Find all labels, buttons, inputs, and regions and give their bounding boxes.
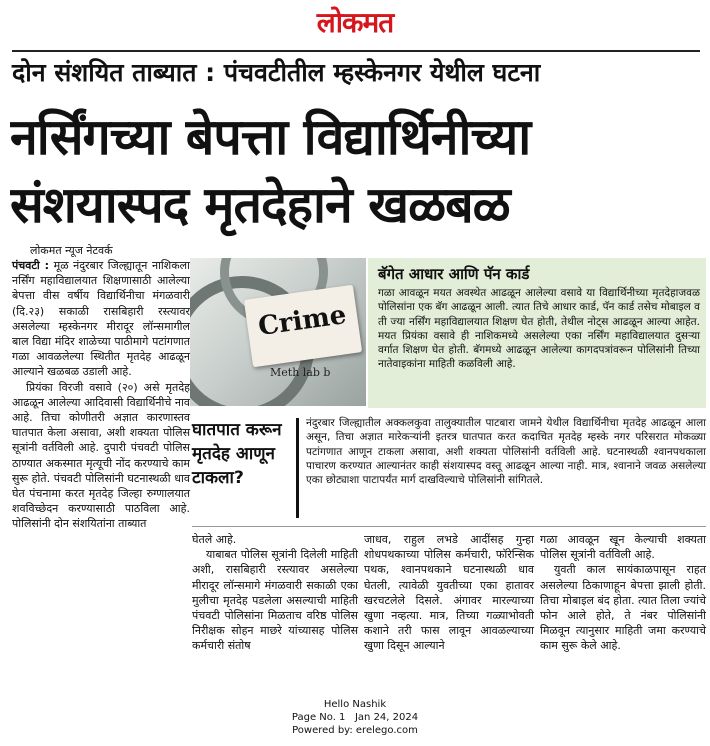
lokmat-logo[interactable]: लोकमत	[316, 6, 394, 39]
ghatpat-divider	[296, 418, 299, 518]
kicker-headline: दोन संशयित ताब्यात : पंचवटीतील म्हस्केनगर येथील घटना	[12, 58, 541, 87]
masthead	[0, 6, 710, 40]
crime-card-text: Crime	[256, 300, 349, 343]
main-headline-line-1: नर्सिंगच्या बेपत्ता विद्यार्थिनीच्या	[10, 108, 531, 166]
article-column-1	[12, 258, 190, 532]
sidebar-box-body: गळा आवळून मयत अवस्थेत आढळून आलेल्या वसावे या विद्यार्थिनीच्या मृतदेहाजवळ पोलिसांना एक बॅग आढळून आली. त्यात तिचे आधार कार्ड, पॅन कार्ड तसेच मोबाइल व ती ज्या नर्सिंग महाविद्यालयात शिक्षण घेत होती, तेथील नोट्स आढळून आल्या आहेत. मयत प्रियंका वसावे ही नाशिकमध्ये असलेल्या एका नर्सिंग महाविद्यालयात दुसऱ्या वर्गात शिक्षण घेत होती. बॅगमध्ये आढळून आलेल्या कागदपत्रांवरून पोलिसांनी तिच्या नातेवाइकांना माहिती कळविली आहे.	[378, 287, 700, 371]
footer-date: Jan 24, 2024	[354, 712, 419, 723]
col3-paragraph-1: जाधव, राहुल लभडे आदींसह गुन्हा शोधपथकाच्या पोलिस कर्मचारी, फॉरेन्सिक पथक, श्वानपथकाने घटनास्थळी धाव घेतली, त्यावेळी युवतीच्या एका हातावर खरचटलेले दिसले. अंगावर मारल्याच्या खुणा नव्हत्या. मात्र, तिच्या गळ्याभोवती कशाने तरी फास लावून आवळल्याच्या खुणा दिसून आल्याने	[364, 533, 534, 653]
sidebar-box-title: बॅगेत आधार आणि पॅन कार्ड	[378, 265, 530, 283]
crime-photo	[190, 258, 366, 406]
col2-paragraph-1: घेतले आहे.	[192, 533, 237, 546]
byline: लोकमत न्यूज नेटवर्क	[30, 244, 113, 257]
col4-paragraph-2: युवती काल सायंकाळपासून राहत असलेल्या ठिकाणाहून बेपत्ता झाली होती. तिचा मोबाइल बंद होता. त्यात तिला ज्यांचे फोन आले होते, ते नंबर पोलिसांनी मिळवून त्यानुसार माहिती जमा करण्याचे काम सुरू केले आहे.	[540, 563, 706, 653]
article-column-4	[540, 532, 706, 654]
masthead-divider	[12, 50, 700, 52]
crime-card	[244, 285, 362, 368]
col1-paragraph-2: प्रियंका विरजी वसावे (२०) असे मृतदेह आढळून आलेल्या आदिवासी विद्यार्थिनीचे नाव आहे. तिचा कोणीतरी अज्ञात कारणास्तव घातपात केला असावा, अशी शक्यता पोलिस सूत्रांनी वर्तविली आहे. दुपारी पंचवटी पोलिस ठाण्यात अकस्मात मृत्यूची नोंद करण्याचे काम सुरू होते. पंचवटी पोलिसांनी घटनास्थळी धाव घेत पंचनामा करत मृतदेह जिल्हा रुग्णालयात शवविच्छेदन करण्यासाठी पाठविला आहे. पोलिसांनी दोन संशयितांना ताब्यात	[12, 380, 190, 531]
article-column-3	[364, 532, 534, 654]
footer-page: Page No. 1	[291, 712, 346, 723]
footer-powered-by[interactable]: Powered by: erelego.com	[292, 725, 418, 736]
col4-paragraph-1: गळा आवळून खून केल्याची शक्यता पोलिस सूत्रांनी वर्तविली आहे.	[540, 533, 706, 562]
article-column-2	[192, 532, 358, 654]
dateline: पंचवटी :	[12, 259, 50, 272]
footer-page-date	[0, 711, 710, 724]
section-divider	[192, 526, 706, 527]
col1-paragraph-1: मूळ नंदुरबार जिल्ह्यातून नाशिकला नर्सिंग महाविद्यालयात शिक्षणासाठी आलेल्या बेपत्ता वीस वर्षीय विद्यार्थिनीचा मंगळवारी (दि.२३) सकाळी रासबिहारी रस्त्यावर असलेल्या म्हस्केनगर मीरादूर लॉन्समागील बाल विद्या मंदिर शाळेच्या पाठीमागे पटांगणात गळा आवळलेल्या स्थितीत मृतदेह आढळून आल्याने खळबळ उडाली आहे.	[12, 259, 190, 379]
footer-edition: Hello Nashik	[323, 699, 387, 710]
ghatpat-subhead: घातपात करून मृतदेह आणून टाकला?	[192, 420, 282, 488]
page-footer	[0, 698, 710, 737]
ghatpat-body: नंदुरबार जिल्ह्यातील अक्कलकुवा तालुक्यातील पाटबारा जामने येथील विद्यार्थिनीचा मृतदेह आढळून आला असून, तिचा अज्ञात मारेकऱ्यांनी इतरत्र घातपात करत कदाचित मृतदेह म्हस्के नगर परिसरात मोकळ्या पटांगणात आणून टाकला असावा, अशी शक्यता पोलिसांनी वर्तविली आहे. घटनास्थळी श्वानपथकाला पाचारण करण्यात आल्यानंतर काही संशयास्पद वस्तू आढळून आल्या नाही. मात्र, श्वानाने जवळ असलेल्या एका छोट्याशा पाटापर्यंत मार्ग दाखविल्याचे पोलिसांनी सांगितले.	[306, 417, 706, 487]
main-headline-line-2: संशयास्पद मृतदेहाने खळबळ	[10, 176, 510, 234]
col2-paragraph-2: याबाबत पोलिस सूत्रांनी दिलेली माहिती अशी, रासबिहारी रस्त्यावर असलेल्या मीरादूर लॉन्समागे मंगळवारी सकाळी एका मुलीचा मृतदेह पडलेला असल्याची माहिती पंचवटी पोलिसांना मिळताच वरिष्ठ पोलिस निरीक्षक सोहन माछरे यांच्यासह पोलिस कर्मचारी संतोष	[192, 548, 358, 653]
photo-caption-text: Meth lab b	[270, 366, 331, 379]
